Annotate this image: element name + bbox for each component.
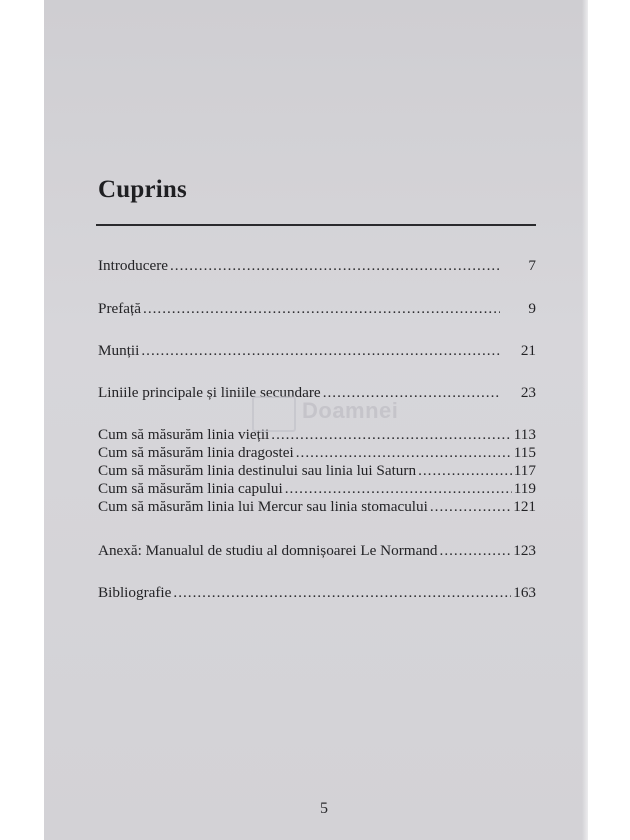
entry-label: Liniile principale și liniile secundare — [98, 384, 321, 401]
dot-leader — [430, 498, 511, 516]
entry-page: 23 — [520, 384, 536, 401]
entry-page: 119 — [513, 480, 536, 497]
book-page — [44, 0, 588, 840]
dot-leader — [285, 480, 512, 498]
dot-leader — [296, 444, 512, 462]
entry-label: Cum să măsurăm linia destinului sau linia lui Saturn — [98, 462, 417, 479]
toc-entry — [98, 342, 536, 360]
toc-entry — [98, 480, 536, 498]
entry-page: 117 — [513, 462, 536, 479]
entry-label: Cum să măsurăm linia vieții — [98, 426, 270, 443]
dot-leader — [440, 542, 512, 560]
entry-page: 163 — [513, 584, 536, 601]
entry-page: 7 — [528, 257, 536, 274]
entry-label: Bibliografie — [98, 584, 172, 601]
entry-page: 9 — [528, 300, 536, 317]
title-rule — [96, 224, 536, 226]
dot-leader — [418, 462, 512, 480]
toc-title: Cuprins — [98, 176, 187, 203]
dot-leader — [143, 300, 500, 318]
entry-label: Cum să măsurăm linia dragostei — [98, 444, 294, 461]
toc-entry — [98, 300, 536, 318]
entry-page: 115 — [513, 444, 536, 461]
entry-page: 113 — [513, 426, 536, 443]
watermark-icon — [252, 396, 296, 432]
toc-entry — [98, 257, 536, 275]
entry-label: Munții — [98, 342, 140, 359]
entry-label: Introducere — [98, 257, 168, 274]
entry-label: Cum să măsurăm linia capului — [98, 480, 283, 497]
watermark-text: Doamnei — [302, 398, 399, 423]
toc-entry — [98, 444, 536, 462]
dot-leader — [170, 257, 500, 275]
toc-entry — [98, 498, 536, 516]
entry-label: Prefață — [98, 300, 142, 317]
toc-entry — [98, 584, 536, 602]
entry-page: 123 — [513, 542, 536, 559]
dot-leader — [141, 342, 500, 360]
toc-entry — [98, 462, 536, 480]
watermark-logo — [252, 394, 452, 430]
page-edge — [582, 0, 588, 840]
entry-label: Cum să măsurăm linia lui Mercur sau linia stomacului — [98, 498, 428, 515]
entry-label: Anexă: Manualul de studiu al domnișoarei Le Normand — [98, 542, 438, 559]
toc-entry — [98, 542, 536, 560]
dot-leader — [173, 584, 511, 602]
entry-page: 121 — [513, 498, 536, 515]
entry-page: 21 — [520, 342, 536, 359]
page-number: 5 — [320, 800, 328, 817]
